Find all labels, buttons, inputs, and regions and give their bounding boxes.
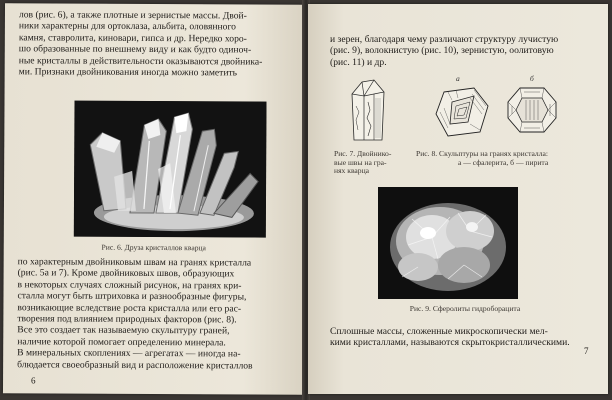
page-number-right: 7 [584,346,589,356]
text-line: блюдается своеобразный вид и расположение кристаллов [17,358,253,372]
text-line: лов (рис. 6), а также плотные и зернистые массы. Двой- [18,9,247,22]
right-top-paragraph [330,34,600,68]
hydroboracite-spherulites-photo [378,187,518,299]
fig8a-label: а [456,74,460,83]
caption-line: Рис. 7. Двойнико- [334,149,392,158]
text-line: ми. Признаки двойникования иногда можно заметить [18,66,238,79]
text-line: Все это создает так называемую скульптуру граней, [17,324,230,337]
right-bottom-paragraph [330,326,600,349]
sphalerite-sculpture-drawing [434,84,490,138]
pyrite-sculpture-drawing [506,84,558,134]
text-line: камня, ставролита, киновари, гипса и др. Нередко хоро- [18,32,247,45]
text-line: и зерен, благодаря чему различают структуру лучистую [330,34,559,45]
fig6-caption: Рис. 6. Друза кристаллов кварца [101,242,206,253]
page-number-left: 6 [31,375,36,386]
text-line: (рис. 9), волокнистую (рис. 10), зернистую, оолитовую [330,45,554,57]
left-bottom-paragraph [17,256,290,371]
text-line: по характерным двойниковым швам на гранях кристалла [17,256,252,269]
quartz-druse-photo [74,101,267,238]
text-line: (рис. 11) и др. [330,56,387,68]
fig8-caption [416,150,606,167]
text-line: кими кристаллами, называются скрытокристаллическими. [330,337,570,349]
text-line: Сплошные массы, сложенные микроскопически мел- [330,326,548,337]
text-line: в некоторых случаях сложный рисунок, на гранях кри- [17,279,242,292]
fig7-caption [334,150,404,176]
text-line: В минеральных скоплениях — агрегатах — иногда на- [17,347,241,360]
quartz-druse-image [74,101,267,238]
fig8b-label: б [530,74,534,83]
text-line: сталла могут быть штриховка и разнообразные фигуры, [17,290,247,303]
spherulites-image [378,187,518,299]
right-page [308,4,608,394]
fig9-caption: Рис. 9. Сферолиты гидроборацита [409,304,521,313]
caption-line: вые швы на гра- [334,157,387,167]
quartz-twin-seams-drawing [348,76,388,142]
caption-line: нях кварца [334,166,370,176]
caption-line: а — сфалерита, б — пирита [458,157,549,167]
caption-line: Рис. 8. Скульптуры на гранях кристалла: [416,149,548,158]
text-line: шо образованные по внешнему виду и как будто одиноч- [18,43,252,56]
left-top-paragraph [19,9,291,79]
text-line: возникающие вследствие роста кристалла или его рас- [17,301,242,315]
text-line: (рис. 5а и 7). Кроме двойниковых швов, образующих [17,267,235,280]
text-line: творения под влиянием природных факторов (рис. 8). [17,313,237,326]
left-page [3,3,305,395]
text-line: ники характерны для ортоклаза, альбита, оловянного [18,20,237,33]
text-line: наличие которой помогает определению минерала. [17,336,226,349]
text-line: ные кристаллы в действительности оказываются двойника- [18,54,263,68]
